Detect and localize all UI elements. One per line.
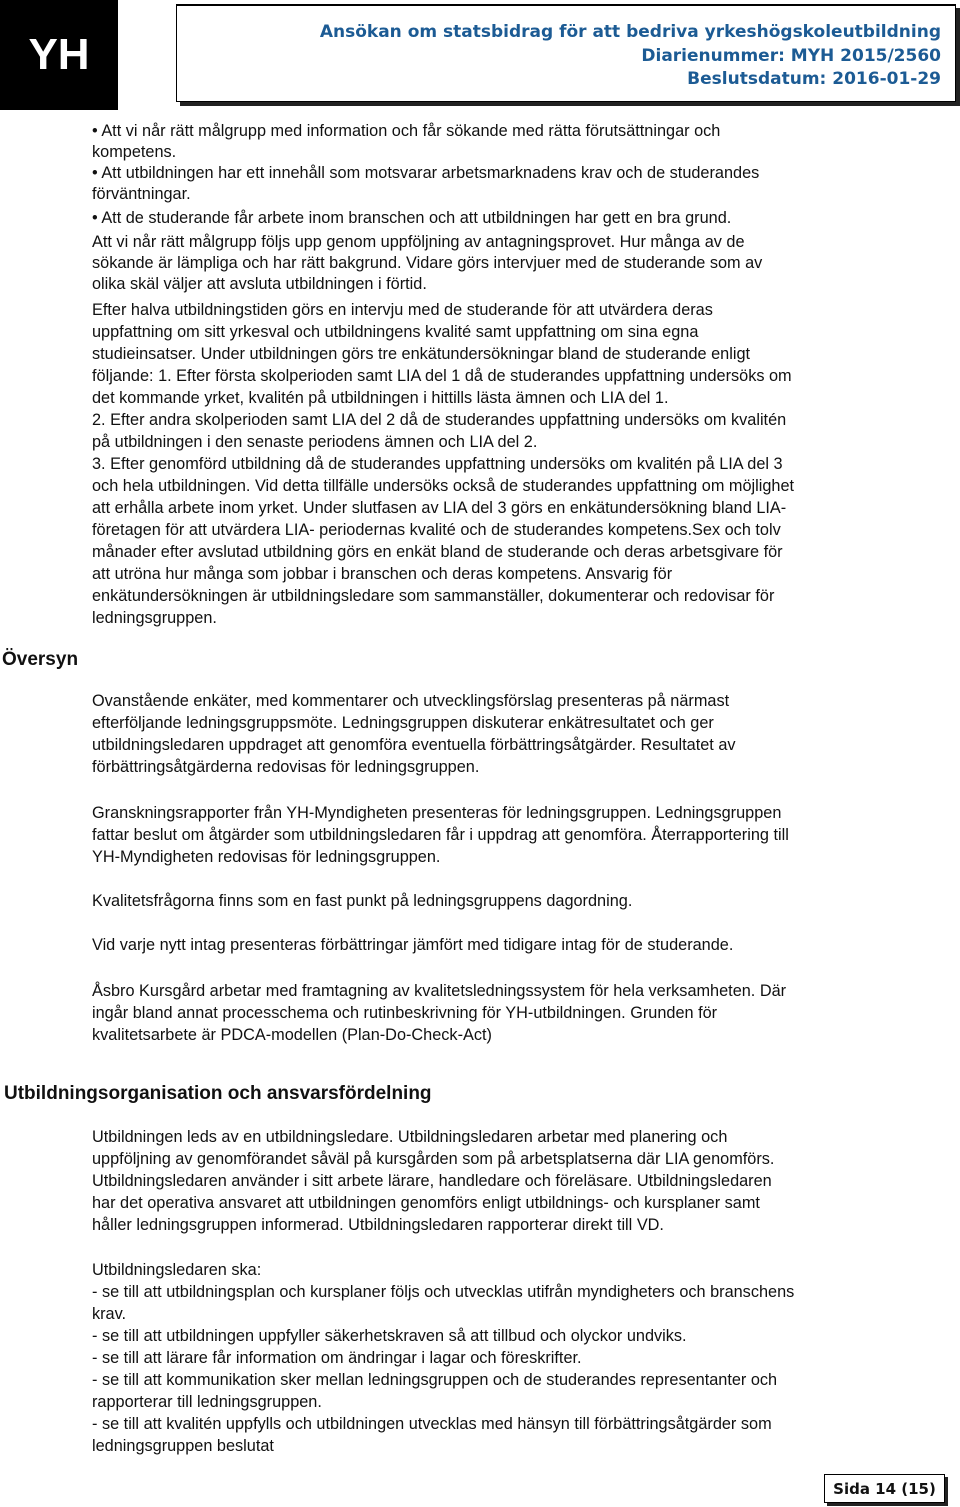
text-line: och hela utbildningen. Vid detta tillfälle undersöks också de studerandes uppfattning om möjlighet bbox=[92, 477, 795, 495]
text-line: Ovanstående enkäter, med kommentarer och utvecklingsförslag presenteras på närmast bbox=[92, 692, 730, 710]
oversyn-label: Översyn bbox=[2, 649, 79, 670]
text-line: Kvalitetsfrågorna finns som en fast punkt på ledningsgruppens dagordning. bbox=[92, 892, 633, 910]
list-item: - se till att utbildningsplan och kursplaner följs och utvecklas utifrån myndigheters och branschens bbox=[92, 1283, 795, 1301]
page-number: Sida 14 (15) bbox=[824, 1474, 945, 1503]
intake-paragraph bbox=[92, 934, 954, 956]
review-reports-paragraph bbox=[92, 802, 954, 868]
list-item: - se till att lärare får information om ändringar i lagar och föreskrifter. bbox=[92, 1349, 582, 1367]
text-line: • Att utbildningen har ett innehåll som motsvarar arbetsmarknadens krav och de studerandes bbox=[92, 164, 760, 182]
text-line: YH-Myndigheten redovisas för ledningsgruppen. bbox=[92, 848, 441, 866]
text-line: kvalitetsarbete är PDCA-modellen (Plan-Do-Check-Act) bbox=[92, 1026, 492, 1044]
text-line: Åsbro Kursgård arbetar med framtagning av kvalitetsledningssystem för hela verksamheten. Där bbox=[92, 982, 787, 1000]
text-line: uppföljning av genomförandet såväl på kursgården som på arbetsplatserna där LIA genomförs. bbox=[92, 1150, 775, 1168]
text-line: olika skäl väljer att avsluta utbildningen i förtid. bbox=[92, 275, 427, 293]
text-line: ingår bland annat processchema och rutinbeskrivning för YH-utbildningen. Grunden för bbox=[92, 1004, 718, 1022]
text-line: ledningsgruppen. bbox=[92, 609, 217, 627]
text-line: på utbildningen i den senaste periodens ämnen och LIA del 2. bbox=[92, 433, 538, 451]
text-line: att utröna hur många som jobbar i branschen och deras kompetens. Ansvarig för bbox=[92, 565, 673, 583]
text-line: krav. bbox=[92, 1305, 127, 1323]
agenda-paragraph bbox=[92, 890, 954, 912]
text-line: studieinsatser. Under utbildningen görs tre enkätundersökningar bland de studerande enligt bbox=[92, 345, 751, 363]
diarienummer: Diarienummer: MYH 2015/2560 bbox=[641, 46, 941, 66]
text-line: rapporterar till ledningsgruppen. bbox=[92, 1393, 322, 1411]
text-line: uppfattning om sitt yrkesval och utbildningens kvalité samt uppfattning om sina egna bbox=[92, 323, 699, 341]
text-line: sökande är lämpliga och har rätt bakgrund. Vidare görs intervjuer med de studerande som av bbox=[92, 254, 763, 272]
list-item: - se till att kvalitén uppfylls och utbildningen utvecklas med hänsyn till förbättringsåtgärder som bbox=[92, 1415, 772, 1433]
text-line: förväntningar. bbox=[92, 185, 191, 203]
text-line: det kommande yrket, kvalitén på utbildningen i hittills lästa ämnen och LIA del 1. bbox=[92, 389, 669, 407]
text-line: månader efter avslutad utbildning görs en enkät bland de studerande och deras arbetsgivare för bbox=[92, 543, 783, 561]
text-line: håller ledningsgruppen informerad. Utbildningsledaren rapporterar direkt till VD. bbox=[92, 1216, 664, 1234]
quality-system-paragraph bbox=[92, 980, 954, 1046]
text-line: fattar beslut om åtgärder som utbildningsledaren får i uppdrag att genomföra. Återrapportering till bbox=[92, 826, 789, 844]
text-line: • Att de studerande får arbete inom branschen och att utbildningen har gett en bra grund. bbox=[92, 209, 732, 227]
survey-results-paragraph bbox=[92, 690, 954, 778]
application-title: Ansökan om statsbidrag för att bedriva yrkeshögskoleutbildning bbox=[319, 22, 941, 42]
text-line: kompetens. bbox=[92, 143, 177, 161]
quality-goals-block bbox=[92, 121, 954, 295]
beslutsdatum: Beslutsdatum: 2016-01-29 bbox=[687, 69, 941, 89]
text-line: enkätundersökningen är utbildningsledare som sammanställer, dokumenterar och redovisar för bbox=[92, 587, 775, 605]
text-line: ledningsgruppen beslutat bbox=[92, 1437, 274, 1455]
list-item: - se till att utbildningen uppfyller säkerhetskraven så att tillbud och olyckor undviks. bbox=[92, 1327, 687, 1345]
text-line: har det operativa ansvaret att utbildningen genomförs enligt utbildnings- och kursplaner samt bbox=[92, 1194, 760, 1212]
survey-process-paragraph bbox=[92, 299, 954, 629]
text-line: att erhålla arbete inom yrket. Under slutfasen av LIA del 3 görs en enkätundersökning bland LIA- bbox=[92, 499, 787, 517]
text-line: • Att vi når rätt målgrupp med information och får sökande med rätta förutsättningar och bbox=[92, 122, 721, 140]
text-line: Att vi når rätt målgrupp följs upp genom uppföljning av antagningsprovet. Hur många av de bbox=[92, 233, 745, 251]
text-line: Utbildningsledaren ska: bbox=[92, 1261, 262, 1279]
text-line: 2. Efter andra skolperioden samt LIA del 2 då de studerandes uppfattning undersöks om kvalitén bbox=[92, 411, 787, 429]
responsibilities-list bbox=[92, 1259, 954, 1457]
list-item: - se till att kommunikation sker mellan ledningsgruppen och de studerandes representanter och bbox=[92, 1371, 778, 1389]
section-heading: Utbildningsorganisation och ansvarsfördelning bbox=[4, 1083, 432, 1104]
text-line: förbättringsåtgärderna redovisas för ledningsgruppen. bbox=[92, 758, 480, 776]
document-header bbox=[176, 4, 956, 102]
yh-logo: YH bbox=[0, 0, 118, 110]
text-line: utbildningsledaren uppdraget att genomföra eventuella förbättringsåtgärder. Resultatet av bbox=[92, 736, 736, 754]
text-line: Utbildningsledaren använder i sitt arbete lärare, handledare och föreläsare. Utbildningsledaren bbox=[92, 1172, 772, 1190]
text-line: Granskningsrapporter från YH-Myndigheten presenteras för ledningsgruppen. Ledningsgruppen bbox=[92, 804, 782, 822]
text-line: företagen för att utvärdera LIA- periodernas kvalité och de studerandes kompetens.Sex och tolv bbox=[92, 521, 781, 539]
text-line: Utbildningen leds av en utbildningsledare. Utbildningsledaren arbetar med planering och bbox=[92, 1128, 728, 1146]
text-line: följande: 1. Efter första skolperioden samt LIA del 1 då de studerandes uppfattning undersöks om bbox=[92, 367, 792, 385]
text-line: 3. Efter genomförd utbildning då de studerandes uppfattning undersöks om kvalitén på LIA del 3 bbox=[92, 455, 783, 473]
text-line: Vid varje nytt intag presenteras förbättringar jämfört med tidigare intag för de studerande. bbox=[92, 936, 734, 954]
text-line: Efter halva utbildningstiden görs en intervju med de studerande för att utvärdera deras bbox=[92, 301, 713, 319]
organisation-paragraph bbox=[92, 1126, 954, 1236]
text-line: efterföljande ledningsgruppsmöte. Ledningsgruppen diskuterar enkätresultatet och ger bbox=[92, 714, 714, 732]
